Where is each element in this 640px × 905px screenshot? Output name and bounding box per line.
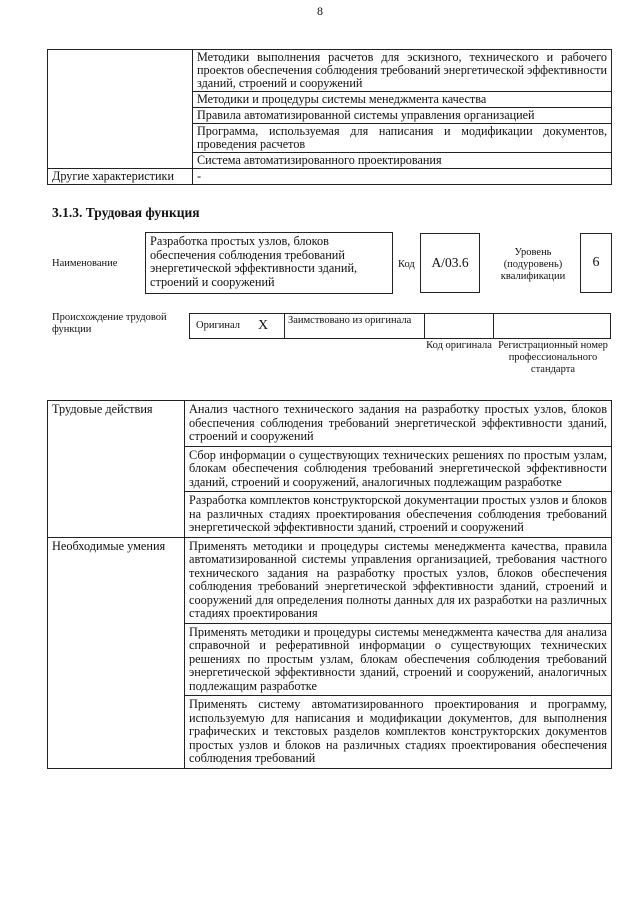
original-mark: X	[258, 318, 269, 333]
knowledge-table-continuation	[47, 49, 612, 185]
name-label: Наименование	[52, 258, 118, 269]
other-characteristics-value: -	[193, 169, 612, 185]
labor-action-item: Сбор информации о существующих технических решениях по простым узлам, блокам обеспечения соблюдения требований энергетической эффективности зданий, строений и сооружений, аналогичных подлежащим разработке	[185, 446, 612, 492]
knowledge-item: Методики и процедуры системы менеджмента качества	[193, 92, 612, 108]
skill-item: Применять методики и процедуры системы менеджмента качества, правила автоматизированной системы управления организацией, требования частного технического задания на разработку простых узлов, блоков обеспечения соблюдения требований энергетической эффективности зданий, строений и сооружений для определения полноты данных для их разработки на различных стадиях проектирования	[185, 537, 612, 623]
original-code-caption: Код оригинала	[426, 340, 492, 351]
section-title: 3.1.3. Трудовая функция	[52, 205, 200, 220]
knowledge-item: Правила автоматизированной системы управления организацией	[193, 108, 612, 124]
labor-action-item: Разработка комплектов конструкторской документации простых узлов и блоков на различных стадиях проектирования обеспечения соблюдения требований энергетической эффективности зданий, строений и сооружений	[185, 492, 612, 538]
other-characteristics-label: Другие характеристики	[48, 169, 193, 185]
function-code-value: A/03.6	[420, 233, 480, 293]
origin-label: Происхождение трудовой функции	[52, 312, 167, 335]
original-code-cell	[424, 313, 494, 339]
skill-item: Применять систему автоматизированного проектирования и программу, используемую для написания и модификации документов, для выполнения графических и текстовых разделов комплектов конструкторских документов простых узлов и блоков на различных стадиях проектирования обеспечения соблюдения требований	[185, 696, 612, 769]
knowledge-item: Система автоматизированного проектирования	[193, 153, 612, 169]
knowledge-label-cell	[48, 50, 193, 169]
qualification-level-label: Уровень (подуровень) квалификации	[500, 247, 566, 282]
original-label: Оригинал	[196, 320, 240, 331]
knowledge-item: Программа, используемая для написания и модификации документов, проведения расчетов	[193, 124, 612, 153]
qualification-level-value: 6	[580, 233, 612, 293]
origin-row	[190, 313, 611, 339]
code-label: Код	[398, 259, 415, 270]
page-number: 8	[317, 4, 323, 18]
labor-function-table	[47, 400, 612, 769]
registration-number-cell	[493, 313, 611, 339]
skill-item: Применять методики и процедуры системы менеджмента качества для анализа справочной и реферативной информации о существующих технических решениях по простым узлам, блокам обеспечения соблюдения требований энергетической эффективности зданий, строений и сооружений, аналогичных подлежащим разработке	[185, 623, 612, 696]
registration-number-caption: Регистрационный номер профессионального стандарта	[498, 340, 608, 375]
labor-actions-label: Трудовые действия	[48, 401, 185, 538]
labor-action-item: Анализ частного технического задания на разработку простых узлов, блоков обеспечения соблюдения требований энергетической эффективности зданий, строений и сооружений	[185, 401, 612, 447]
original-cell	[189, 313, 285, 339]
skills-label: Необходимые умения	[48, 537, 185, 768]
function-name-value: Разработка простых узлов, блоков обеспечения соблюдения требований энергетической эффективности зданий, строений и сооружений	[145, 232, 393, 294]
borrowed-label: Заимствовано из оригинала	[284, 313, 425, 339]
knowledge-item: Методики выполнения расчетов для эскизного, технического и рабочего проектов обеспечения соблюдения требований энергетической эффективности зданий, строений и сооружений	[193, 50, 612, 92]
